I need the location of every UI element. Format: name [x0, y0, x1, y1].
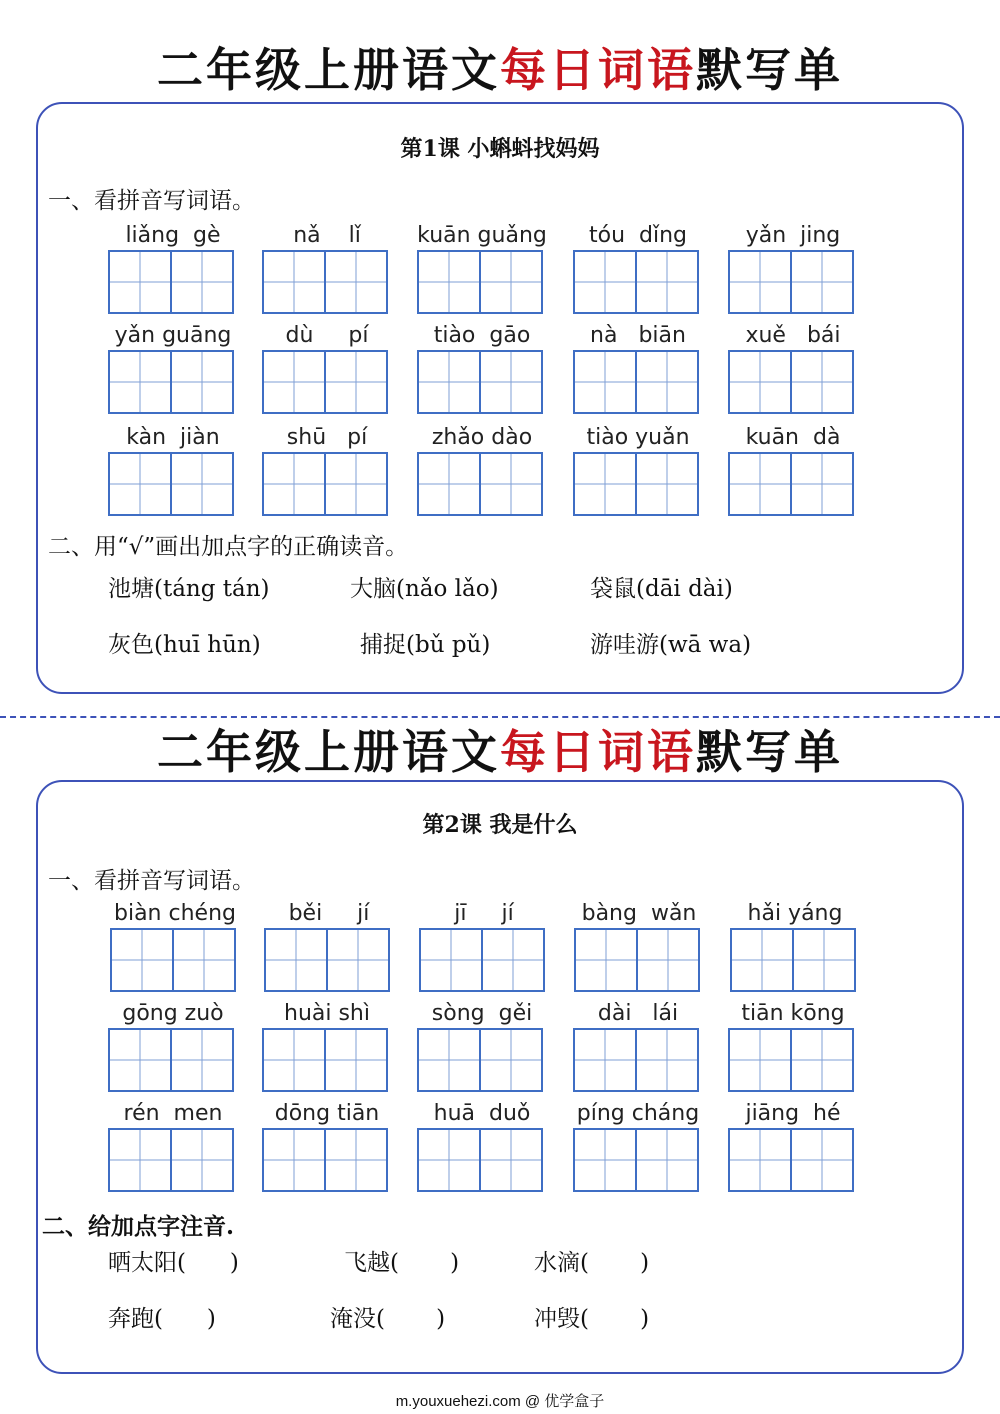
word-box — [730, 900, 856, 990]
writing-cell[interactable] — [730, 454, 790, 514]
writing-cell[interactable] — [170, 252, 232, 312]
reading-choice-item[interactable]: 大脑(nǎo lǎo) — [350, 576, 499, 602]
annotate-item[interactable]: 淹没( ) — [330, 1306, 446, 1332]
pinyin-label: biàn chéng — [114, 901, 236, 926]
word-box — [573, 1100, 699, 1190]
word-box — [264, 900, 390, 990]
pinyin-label: bàng wǎn — [581, 901, 697, 926]
annotate-item[interactable]: 冲毁( ) — [534, 1306, 650, 1332]
writing-grid[interactable] — [574, 928, 700, 992]
reading-choice-item[interactable]: 捕捉(bǔ pǔ) — [360, 632, 491, 658]
writing-cell[interactable] — [170, 454, 232, 514]
writing-grid[interactable] — [262, 350, 388, 414]
writing-cell[interactable] — [479, 454, 541, 514]
sheet2-section2-heading: 二、给加点字注音. — [42, 1213, 235, 1240]
pinyin-label: tiào gāo — [433, 323, 531, 348]
title-part-highlight: 每日词语 — [500, 725, 696, 779]
title-part-sheet: 默写单 — [696, 725, 843, 779]
writing-cell[interactable] — [790, 1030, 852, 1090]
sheet2-title — [0, 722, 1000, 782]
annotate-item[interactable]: 水滴( ) — [534, 1250, 650, 1276]
site-footer: m.youxuehezi.com @ 优学盒子 — [395, 1393, 605, 1410]
pinyin-label: shū pí — [286, 425, 368, 450]
pinyin-label: gōng zuò — [122, 1001, 224, 1026]
writing-cell[interactable] — [635, 1030, 697, 1090]
writing-cell[interactable] — [575, 252, 635, 312]
writing-grid[interactable] — [728, 250, 854, 314]
writing-grid[interactable] — [417, 1128, 543, 1192]
writing-cell[interactable] — [790, 454, 852, 514]
writing-cell[interactable] — [635, 454, 697, 514]
pinyin-label: píng cháng — [576, 1101, 700, 1126]
annotate-item[interactable]: 飞越( ) — [344, 1250, 460, 1276]
word-box — [417, 1000, 543, 1090]
pinyin-label: xuě bái — [745, 323, 841, 348]
writing-cell[interactable] — [110, 1130, 170, 1190]
writing-cell[interactable] — [479, 352, 541, 412]
word-box — [108, 424, 234, 514]
pinyin-label: yǎn guāng — [114, 323, 232, 348]
sheet1-title — [0, 40, 1000, 100]
cut-line-divider — [0, 716, 1000, 718]
writing-grid[interactable] — [417, 350, 543, 414]
word-box — [573, 424, 699, 514]
pinyin-label: liǎng gè — [125, 223, 221, 248]
writing-grid[interactable] — [108, 1128, 234, 1192]
sheet2-box — [36, 780, 964, 1374]
writing-cell[interactable] — [421, 930, 481, 990]
writing-grid[interactable] — [573, 350, 699, 414]
sheet1-box — [36, 102, 964, 694]
reading-choice-item[interactable]: 池塘(táng tán) — [108, 576, 270, 602]
writing-grid[interactable] — [108, 452, 234, 516]
writing-cell[interactable] — [419, 352, 479, 412]
word-box — [573, 1000, 699, 1090]
writing-grid[interactable] — [262, 1128, 388, 1192]
writing-cell[interactable] — [326, 930, 388, 990]
writing-grid[interactable] — [573, 250, 699, 314]
writing-grid[interactable] — [728, 1128, 854, 1192]
writing-grid[interactable] — [728, 1028, 854, 1092]
pinyin-label: jiāng hé — [745, 1101, 841, 1126]
sheet1-section2-heading: 二、用“√”画出加点字的正确读音。 — [48, 534, 409, 560]
writing-cell[interactable] — [170, 1030, 232, 1090]
pinyin-label: jī jí — [454, 901, 514, 926]
writing-cell[interactable] — [112, 930, 172, 990]
writing-cell[interactable] — [479, 1130, 541, 1190]
writing-cell[interactable] — [110, 252, 170, 312]
writing-grid[interactable] — [573, 1028, 699, 1092]
annotate-item[interactable]: 奔跑( ) — [108, 1306, 216, 1332]
writing-cell[interactable] — [264, 352, 324, 412]
pinyin-label: rén men — [123, 1101, 223, 1126]
reading-choice-item[interactable]: 游哇游(wā wa) — [590, 632, 752, 658]
writing-cell[interactable] — [264, 454, 324, 514]
writing-cell[interactable] — [264, 252, 324, 312]
word-box — [419, 900, 545, 990]
writing-grid[interactable] — [264, 928, 390, 992]
writing-grid[interactable] — [108, 1028, 234, 1092]
writing-cell[interactable] — [110, 454, 170, 514]
writing-cell[interactable] — [635, 252, 697, 312]
writing-grid[interactable] — [728, 350, 854, 414]
word-box — [262, 222, 388, 312]
pinyin-label: dài lái — [597, 1001, 679, 1026]
word-box — [108, 222, 234, 312]
word-box — [262, 1000, 388, 1090]
word-box — [728, 1100, 854, 1190]
writing-cell[interactable] — [636, 930, 698, 990]
writing-cell[interactable] — [730, 1130, 790, 1190]
pinyin-label: nà biān — [590, 323, 686, 348]
word-box — [728, 222, 854, 312]
writing-cell[interactable] — [575, 454, 635, 514]
word-box — [417, 424, 543, 514]
writing-cell[interactable] — [419, 454, 479, 514]
writing-cell[interactable] — [792, 930, 854, 990]
writing-cell[interactable] — [172, 930, 234, 990]
writing-cell[interactable] — [324, 454, 386, 514]
writing-grid[interactable] — [728, 452, 854, 516]
writing-cell[interactable] — [170, 352, 232, 412]
word-box — [417, 222, 547, 312]
writing-cell[interactable] — [266, 930, 326, 990]
pinyin-label: kàn jiàn — [126, 425, 220, 450]
writing-cell[interactable] — [419, 252, 479, 312]
writing-cell[interactable] — [170, 1130, 232, 1190]
writing-grid[interactable] — [573, 1128, 699, 1192]
writing-grid[interactable] — [417, 1028, 543, 1092]
word-box — [262, 322, 388, 412]
pinyin-label: huài shì — [284, 1001, 370, 1026]
word-box — [728, 424, 854, 514]
word-box — [262, 424, 388, 514]
writing-cell[interactable] — [575, 1030, 635, 1090]
writing-cell[interactable] — [790, 352, 852, 412]
sheet1-section1-heading: 一、看拼音写词语。 — [48, 188, 255, 214]
word-box — [574, 900, 700, 990]
writing-cell[interactable] — [635, 352, 697, 412]
writing-cell[interactable] — [730, 352, 790, 412]
sheet2-lesson-title: 第2课 我是什么 — [422, 812, 578, 838]
writing-cell[interactable] — [575, 1130, 635, 1190]
pinyin-label: tóu dǐng — [588, 223, 687, 248]
writing-cell[interactable] — [790, 1130, 852, 1190]
writing-cell[interactable] — [264, 1130, 324, 1190]
pinyin-label: tiào yuǎn — [586, 425, 690, 450]
writing-grid[interactable] — [730, 928, 856, 992]
writing-grid[interactable] — [262, 1028, 388, 1092]
writing-cell[interactable] — [479, 252, 541, 312]
word-box — [108, 322, 234, 412]
title-part-grade: 二年级上册语文 — [157, 43, 500, 97]
pinyin-label: yǎn jing — [745, 223, 841, 248]
title-part-sheet: 默写单 — [696, 43, 843, 97]
word-box — [108, 1100, 234, 1190]
writing-cell[interactable] — [419, 1130, 479, 1190]
word-box — [108, 1000, 234, 1090]
reading-choice-item[interactable]: 灰色(huī hūn) — [108, 632, 261, 658]
writing-cell[interactable] — [790, 252, 852, 312]
writing-cell[interactable] — [110, 352, 170, 412]
writing-grid[interactable] — [110, 928, 236, 992]
word-box — [110, 900, 236, 990]
word-box — [728, 322, 854, 412]
pinyin-label: zhǎo dào — [431, 425, 533, 450]
writing-cell[interactable] — [576, 930, 636, 990]
writing-cell[interactable] — [732, 930, 792, 990]
pinyin-label: běi jí — [288, 901, 370, 926]
writing-cell[interactable] — [110, 1030, 170, 1090]
pinyin-label: tiān kōng — [741, 1001, 845, 1026]
word-box — [573, 222, 699, 312]
sheet2-section1-heading: 一、看拼音写词语。 — [48, 868, 255, 894]
word-box — [417, 322, 543, 412]
pinyin-label: huā duǒ — [433, 1101, 531, 1126]
writing-cell[interactable] — [264, 1030, 324, 1090]
pinyin-label: sòng gěi — [431, 1001, 533, 1026]
writing-cell[interactable] — [575, 352, 635, 412]
title-part-highlight: 每日词语 — [500, 43, 696, 97]
pinyin-label: dù pí — [285, 323, 369, 348]
writing-cell[interactable] — [324, 252, 386, 312]
sheet1-lesson-title: 第1课 小蝌蚪找妈妈 — [400, 136, 600, 162]
writing-grid[interactable] — [108, 250, 234, 314]
writing-cell[interactable] — [324, 352, 386, 412]
pinyin-label: dōng tiān — [274, 1101, 380, 1126]
writing-grid[interactable] — [417, 250, 543, 314]
pinyin-label: hǎi yáng — [747, 901, 843, 926]
writing-cell[interactable] — [419, 1030, 479, 1090]
pinyin-label: nǎ lǐ — [293, 223, 361, 248]
writing-cell[interactable] — [635, 1130, 697, 1190]
pinyin-label: kuān dà — [745, 425, 841, 450]
writing-cell[interactable] — [479, 1030, 541, 1090]
writing-grid[interactable] — [108, 350, 234, 414]
writing-cell[interactable] — [730, 252, 790, 312]
writing-grid[interactable] — [262, 452, 388, 516]
writing-cell[interactable] — [481, 930, 543, 990]
writing-cell[interactable] — [324, 1030, 386, 1090]
writing-grid[interactable] — [573, 452, 699, 516]
word-box — [417, 1100, 543, 1190]
word-box — [573, 322, 699, 412]
reading-choice-item[interactable]: 袋鼠(dāi dài) — [590, 576, 733, 602]
word-box — [262, 1100, 388, 1190]
writing-grid[interactable] — [417, 452, 543, 516]
annotate-item[interactable]: 晒太阳( ) — [108, 1250, 239, 1276]
title-part-grade: 二年级上册语文 — [157, 725, 500, 779]
writing-grid[interactable] — [262, 250, 388, 314]
pinyin-label: kuān guǎng — [417, 223, 547, 248]
word-box — [728, 1000, 854, 1090]
writing-grid[interactable] — [419, 928, 545, 992]
writing-cell[interactable] — [324, 1130, 386, 1190]
writing-cell[interactable] — [730, 1030, 790, 1090]
